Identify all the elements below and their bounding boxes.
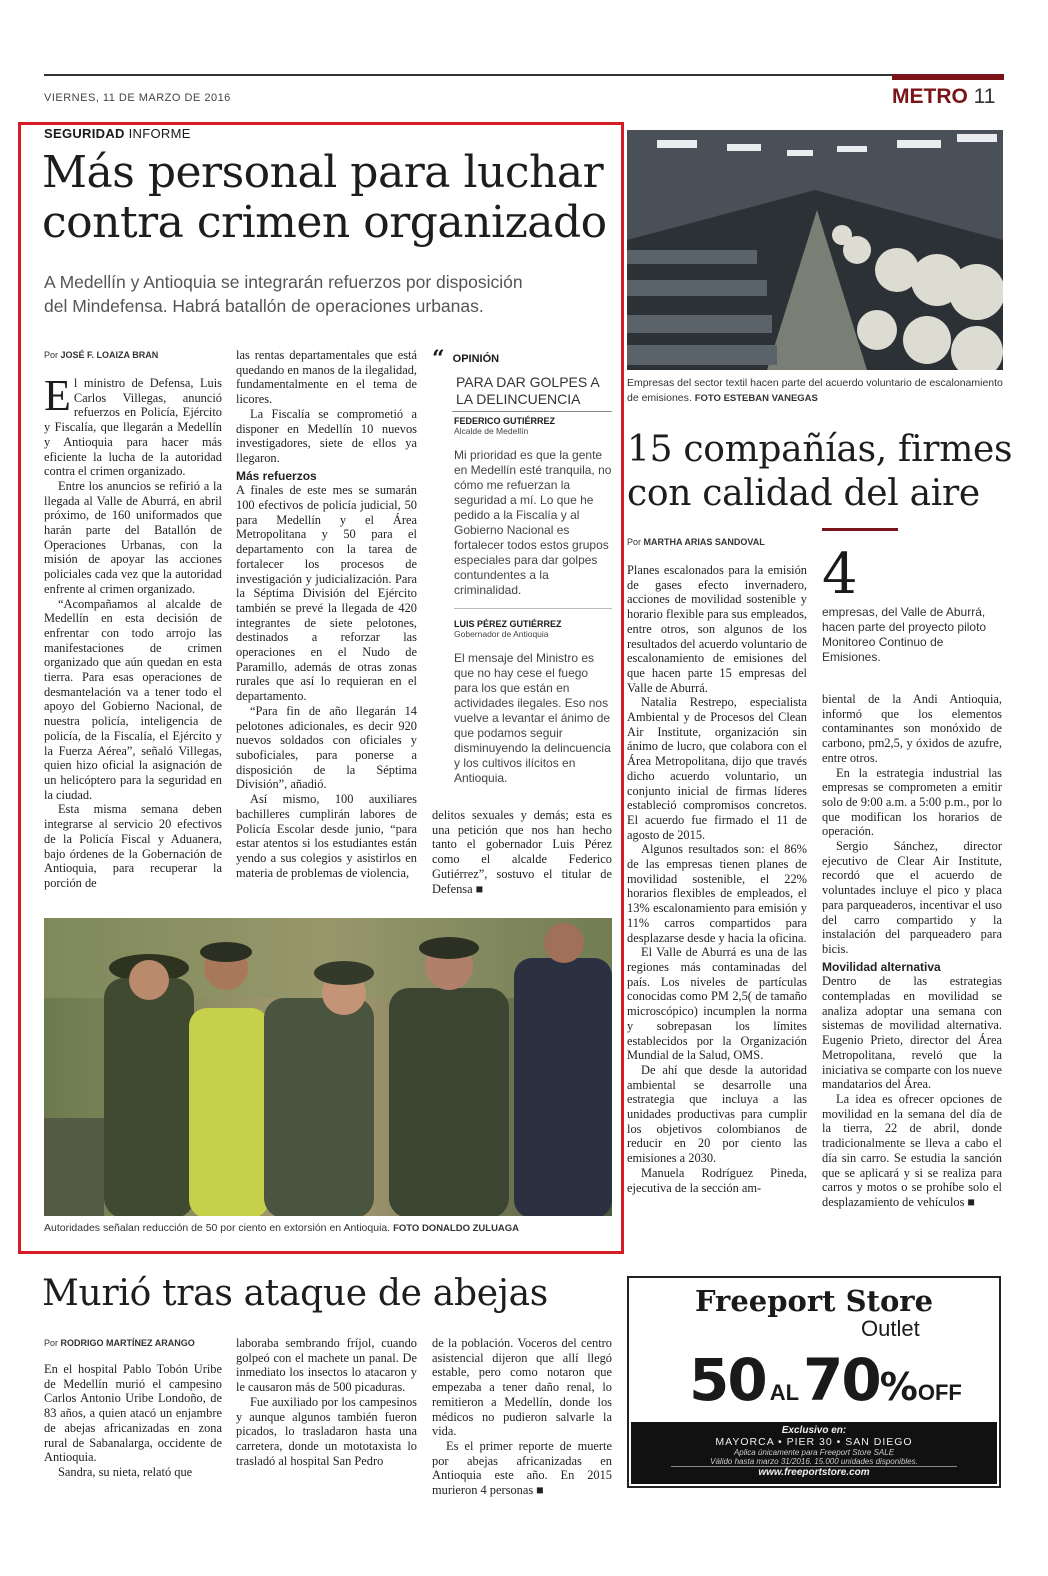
main-headline-line1: Más personal para luchar xyxy=(42,147,604,198)
ad-exclusive: Exclusivo en: xyxy=(781,1425,847,1436)
textile-photo-caption xyxy=(627,376,1005,406)
bee-headline: Murió tras ataque de abejas xyxy=(42,1273,548,1314)
airB-para4: Dentro de las estrategias contempladas en movilidad se analiza adoptar una semana con sistemas de movilidad alternativa. Eugenio Prieto, director del Área Metropolitana, reveló que la iniciativa se comparte con los nueve mandatarios del Área. xyxy=(822,974,1002,1092)
police-photo xyxy=(44,918,612,1216)
ad-pct-sign: % xyxy=(879,1365,918,1409)
ad-fine-print-1: Aplica únicamente para Freeport Store SALE xyxy=(733,1448,895,1457)
byline-author: JOSÉ F. LOAIZA BRAN xyxy=(60,350,159,360)
kicker-section: SEGURIDAD xyxy=(44,126,125,141)
col2-para2: La Fiscalía se comprometió a disponer en Medellín 10 nuevos investigadores, siete de ellos ya llegaron. xyxy=(236,406,417,465)
top-rule xyxy=(44,74,1004,76)
main-column-1 xyxy=(44,371,222,891)
airA-para5: De ahí que desde la autoridad ambiental se desarrolle una estrategia que incluya a las unidades productivas para cumplir los objetivos colombianos de reducir en 20 por ciento las emisiones a 2030. xyxy=(627,1062,807,1166)
air-column-2 xyxy=(822,692,1002,1210)
bee-col1-para2: Sandra, su nieta, relató que xyxy=(58,1464,193,1479)
bee-byline xyxy=(44,1338,195,1348)
section-rule xyxy=(892,74,1004,80)
opinion-person1-role: Alcalde de Medellín xyxy=(454,426,529,436)
ad-brand: Freeport Store xyxy=(694,1284,934,1318)
main-headline xyxy=(42,148,607,248)
col1-para4: Esta misma semana deben integrarse al servicio 20 efectivos de la Policía Fiscal y Aduanera, bajo órdenes de la Gobernación de Antioquia, para recuperar la porción de xyxy=(44,802,222,890)
ad-discount xyxy=(689,1346,962,1414)
air-byline-author: MARTHA ARIAS SANDOVAL xyxy=(643,537,765,547)
airB-para1: biental de la Andi Antioquia, informó que los elementos contaminantes son monóxido de carbono, pm2,5, y óxidos de azufre, entre otros. xyxy=(822,692,1002,765)
ad-pct-off: OFF xyxy=(917,1380,962,1405)
opinion-person2-role: Gobernador de Antioquia xyxy=(454,629,549,639)
ad-pct-b: 70 xyxy=(803,1346,880,1414)
ad-footer xyxy=(631,1422,997,1484)
byline-prefix: Por xyxy=(44,350,59,360)
airB-para2: En la estrategia industrial las empresas se comprometen a emitir solo de 9:00 a.m. a 5:00 p.m., por lo que modifican los horarios de operación. xyxy=(822,765,1002,839)
bee-column-3 xyxy=(432,1336,612,1498)
air-headline-line1: 15 compañías, firmes xyxy=(627,429,1013,470)
col2-para4: “Para fin de año llegarán 14 pelotones adicionales, es decir 920 nuevos soldados con oficiales y suboficiales, para ponerse a disposición de la Séptima División”, añadió. xyxy=(236,703,417,792)
photo-credit: FOTO DONALDO ZULUAGA xyxy=(393,1223,520,1234)
section-name: METRO xyxy=(892,85,968,108)
air-accent-rule xyxy=(822,528,898,531)
opinion-person1-quote: Mi prioridad es que la gente en Medellín esté tranquila, no cómo me refuerzan la seguridad a mí. Lo que he pedido a la Fiscalía y al Gobierno Nacional es fortalecer todos estos grupos especiales para dar golpes contundentes a la criminalidad. xyxy=(454,448,612,597)
col2-para1: las rentas departamentales que está quedando en manos de la ilegalidad, fundamentalmente en el tema de licores. xyxy=(236,348,417,407)
bee-column-1 xyxy=(44,1362,222,1480)
bee-column-2 xyxy=(236,1336,417,1468)
quote-icon: “ xyxy=(432,346,445,372)
airA-para2: Natalia Restrepo, especialista Ambiental y de Procesos del Clean Air Institute, organización sin ánimo de lucro, que colabora con el Área Metropolitana, dijo que través dicho acuerdo voluntario, un conjunto inicial de firmas líderes estableció compromisos concretos. El acuerdo fue firmado el 11 de agosto de 2015. xyxy=(627,695,807,842)
police-photo-caption xyxy=(44,1222,614,1234)
air-byline-prefix: Por xyxy=(627,537,642,547)
col1-para1: l ministro de Defensa, Luis Carlos Villegas, anunció refuerzos en Policía, Ejército y Fiscalía, que llegarán a Medellín y Antioquia para hacer más eficiente la lucha de la autoridad contra el crimen organizado. xyxy=(44,376,222,479)
main-headline-line2: contra crimen organizado xyxy=(42,197,607,248)
big-number-text: empresas, del Valle de Aburrá, hacen parte del proyecto piloto Monitoreo Continuo de Emisiones. xyxy=(822,605,987,664)
col2-para3: A finales de este mes se sumarán 100 efectivos de policía judicial, 50 para Medellín y el Área Metropolitana y 50 para el departamento con la tarea de fortalecer los procesos de investigación y judicialización. Para la Séptima División del Ejército también se prevé la llegada de 420 integrantes de siete pelotones, destinados a reforzar las operaciones en el Nudo de Paramillo, además de otras zonas rurales que así lo requieran en el departamento. xyxy=(236,483,417,704)
col1-para3: “Acompañamos al alcalde de Medellín en esta decisión de enfrentar con todo arrojo las manifestaciones de crimen organizado que aún quedan en esta tierra. Para esas operaciones de desmantelación va a tener todo el apoyo del Gobierno Nacional, de nuestra policía, inteligencia de policía, de la Fiscalía, el Ejército y la Fuerza Aérea”, señaló Villegas, quien hizo oficial la asignación de un helicóptero para la seguridad en la ciudad. xyxy=(44,596,222,802)
ad-stores: MAYORCA • PIER 30 • SAN DIEGO xyxy=(715,1436,913,1448)
opinion-label: OPINIÓN xyxy=(452,353,500,365)
airA-para4: El Valle de Aburrá es una de las regiones más contaminadas del país. Los niveles de partículas conocidas como PM 2,5( de tamaño microscópico) incumplen la norma y sobrepasan los límites establecidos por la Organización Mundial de la Salud, OMS. xyxy=(627,945,807,1063)
opinion-rule xyxy=(452,411,612,412)
opinion-box xyxy=(432,346,612,786)
bee-col2-para1: laboraba sembrando fríjol, cuando golpeó con el machete un panal. De inmediato los insectos lo atacaron y le causaron más de 500 picaduras. xyxy=(236,1336,417,1395)
section-title xyxy=(892,85,995,109)
air-headline xyxy=(627,428,1012,516)
opinion-person2-name: LUIS PÉREZ GUTIÉRREZ xyxy=(454,619,562,629)
bee-col3-para2: Es el primer reporte de muerte por abejas africanizadas en Antioquia este año. En 2015 murieron 4 personas ■ xyxy=(432,1438,612,1498)
col2-para5: Así mismo, 100 auxiliares bachilleres cumplirán labores de Policía Escolar desde junio, “para estar atentos si los estudiantes están yendo a sus colegios y asistirlos en materia de problemas de violencia, xyxy=(236,792,417,880)
air-headline-line2: con calidad del aire xyxy=(627,473,980,514)
opinion-person2-quote: El mensaje del Ministro es que no hay cese el fuego para los que están en actividades ilegales. Eso nos vuelve a levantar el ánimo de que podamos seguir disminuyendo la delincuencia y los cultivos ilícitos en Antioquia. xyxy=(454,651,611,785)
opinion-divider xyxy=(454,608,612,609)
issue-date: VIERNES, 11 DE MARZO DE 2016 xyxy=(44,92,231,104)
air-byline xyxy=(627,537,765,547)
ad-sub: Outlet xyxy=(861,1316,920,1341)
airA-para6: Manuela Rodríguez Pineda, ejecutiva de la sección am- xyxy=(627,1165,807,1195)
police-photo-image xyxy=(44,918,612,1216)
col2-subhead: Más refuerzos xyxy=(236,468,317,483)
freeport-ad[interactable] xyxy=(627,1276,1001,1488)
bee-col2-para2: Fue auxiliado por los campesinos y aunque algunos también fueron picados, lo trasladaron hasta una carretera, donde un mototaxista lo trasladó al hospital San Pedro xyxy=(236,1394,417,1468)
opinion-person1-name: FEDERICO GUTIÉRREZ xyxy=(454,416,556,426)
ad-url[interactable]: www.freeportstore.com xyxy=(671,1466,957,1478)
main-column-2 xyxy=(236,348,417,880)
col1-para2: Entre los anuncios se refirió a la llegada al Valle de Aburrá, en abril próximo, de 160 uniformados que harán parte del Batallón de Operaciones Urbanas, con la misión de apoyar las acciones policiales cada vez que la autoridad enfrente al crimen organizado. xyxy=(44,478,222,596)
airA-para1: Planes escalonados para la emisión de gases efecto invernadero, acciones de movilidad sostenible y horario flexible para sus empleados, entre otros, son algunos de los resultados del acuerdo voluntario de escalonamiento de emisiones del que hacen parte 15 empresas del Valle de Aburrá. xyxy=(627,563,807,695)
drop-cap: E xyxy=(44,371,71,420)
kicker-type: INFORME xyxy=(128,126,191,141)
main-deck xyxy=(44,270,604,318)
opinion-title-line1: PARA DAR GOLPES A xyxy=(456,374,600,390)
textile-photo-credit: FOTO ESTEBAN VANEGAS xyxy=(694,393,818,404)
main-kicker xyxy=(44,126,191,141)
textile-caption-text: Empresas del sector textil hacen parte del acuerdo voluntario de escalonamiento de emisiones. xyxy=(627,377,1003,404)
ad-fine-print-2: Válido hasta marzo 31/2016. 15.000 unidades disponibles. xyxy=(710,1457,918,1466)
deck-line2: del Mindefensa. Habrá batallón de operaciones urbanas. xyxy=(44,296,484,316)
opinion-title-line2: LA DELINCUENCIA xyxy=(456,391,581,407)
photo-caption-text: Autoridades señalan reducción de 50 por ciento en extorsión en Antioquia. xyxy=(44,1222,391,1234)
air-column-1 xyxy=(627,563,807,1195)
page-number: 11 xyxy=(973,85,996,108)
bee-col3-para1: de la población. Voceros del centro asistencial dijeron que allí llegó estable, pero como notaron que empezaba a tener daño renal, lo remitieron a Medellín, donde los médicos no pudieron salvarle la vida. xyxy=(432,1336,612,1439)
airB-para3: Sergio Sánchez, director ejecutivo de Clear Air Institute, recordó que el acuerdo de voluntades incluye el pico y placa para parqueaderos, incentivar el uso del carro compartido y la instalación del parqueadero para bicis. xyxy=(822,839,1002,956)
airB-subhead: Movilidad alternativa xyxy=(822,959,941,974)
col3-para: delitos sexuales y demás; esta es una petición que nos han hecho tanto el gobernador Luis Pérez como el alcalde Federico Gutiérrez”, sostuvo el titular de Defensa ■ xyxy=(432,808,612,896)
airB-para5: La idea es ofrecer opciones de movilidad en la semana del día de la tierra, 22 de abril, donde tradicionalmente se lleva a cabo el día sin carro. Se estudia la sanción que se aplicará y si se realiza para carros y motos o se prohíbe solo el desplazamiento de vehículos ■ xyxy=(822,1091,1002,1209)
airA-para3: Algunos resultados son: el 86% de las empresas tienen planes de movilidad sostenible, el 22% horarios flexibles de empleados, el 13% escalonamiento para emisión y 11% carros compartidos para desplazarse desde y hacia la oficina. xyxy=(627,842,807,945)
big-number: 4 xyxy=(822,542,858,607)
main-column-3-tail xyxy=(432,808,612,896)
ad-pct-a: 50 xyxy=(689,1346,766,1414)
ad-pct-al: AL xyxy=(769,1380,800,1405)
textile-photo-image xyxy=(627,130,1003,370)
bee-byline-prefix: Por xyxy=(44,1338,59,1348)
opinion-title xyxy=(456,374,612,408)
deck-line1: A Medellín y Antioquia se integrarán refuerzos por disposición xyxy=(44,272,523,292)
main-byline xyxy=(44,350,158,360)
bee-col1-para1: En el hospital Pablo Tobón Uribe de Medellín murió el campesino Carlos Antonio Uribe Londoño, de 83 años, a quien atacó un enjambre de abejas africanizadas en zona rural de Sabanalarga, occidente de Antioquia. xyxy=(44,1362,222,1465)
textile-photo xyxy=(627,130,1003,370)
bee-byline-author: RODRIGO MARTÍNEZ ARANGO xyxy=(60,1338,195,1348)
